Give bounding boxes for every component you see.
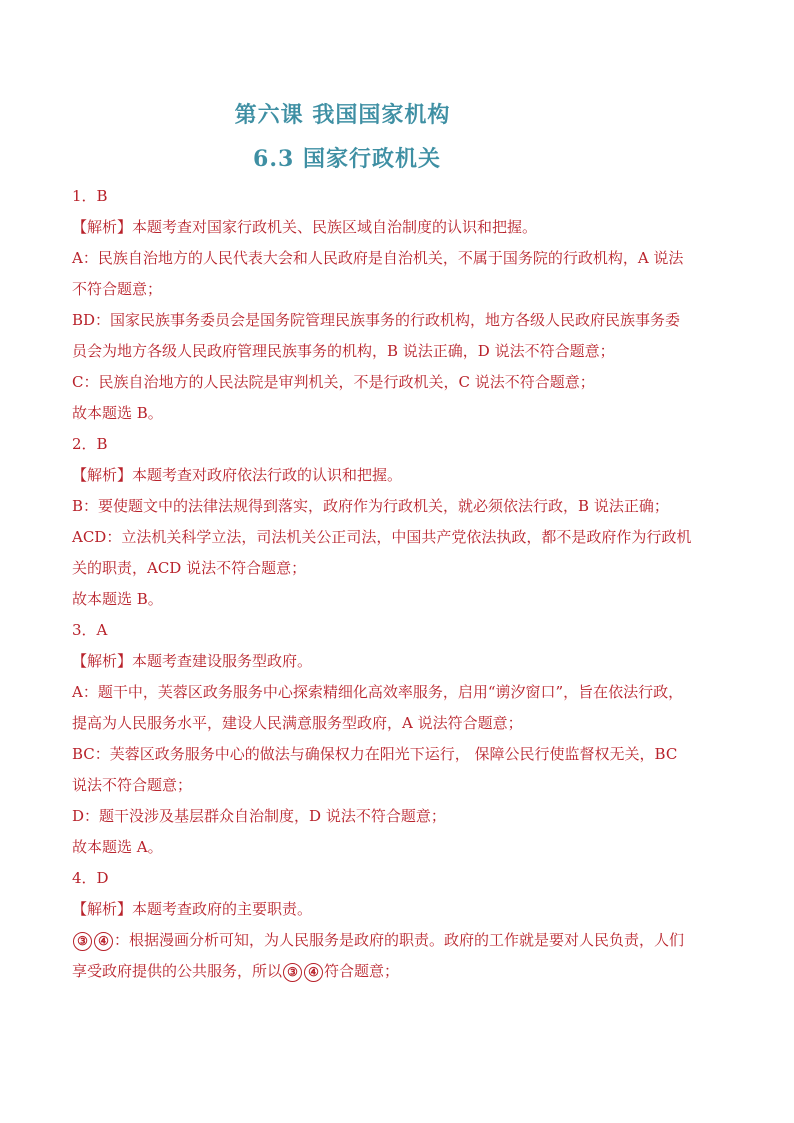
question-2-line: B：要使题文中的法律法规得到落实，政府作为行政机关，就必须依法行政，B 说法正确； [72,497,669,515]
question-4-line: 【解析】本题考查政府的主要职责。 [72,900,313,918]
question-3-line: 【解析】本题考查建设服务型政府。 [72,652,313,670]
question-4-line-text: 享受政府提供的公共服务，所以 [72,962,283,980]
question-1-line: 员会为地方各级人民政府管理民族事务的机构，B 说法正确，D 说法不符合题意； [72,342,615,360]
lesson-title: 第六课 我国国家机构 [234,102,451,128]
question-3-line: D：题干没涉及基层群众自治制度，D 说法不符合题意； [72,807,446,825]
question-2-line: 【解析】本题考查对政府依法行政的认识和把握。 [72,466,403,484]
question-4-line-text: 符合题意； [324,962,400,980]
circled-number-four: ④ [304,963,323,982]
question-2-answer: 2．B [72,435,108,453]
question-4-line [72,956,724,987]
question-1-line: 故本题选 B。 [72,404,163,422]
question-1-line: C：民族自治地方的人民法院是审判机关，不是行政机关，C 说法不符合题意； [72,373,595,391]
question-1-line: A：民族自治地方的人民代表大会和人民政府是自治机关，不属于国务院的行政机构，A 说法 [72,249,684,267]
question-3-line: A：题干中，芙蓉区政务服务中心探索精细化高效率服务，启用“谫汐窗口”，旨在依法行政， [72,683,684,701]
question-2-line: 关的职责，ACD 说法不符合题意； [72,559,307,577]
question-4-line [72,925,724,956]
circled-number-three: ③ [283,963,302,982]
question-2-line: 故本题选 B。 [72,590,163,608]
section-title: 6.3 国家行政机关 [253,146,441,172]
question-3-line: BC：芙蓉区政务服务中心的做法与确保权力在阳光下运行， 保障公民行使监督权无关，BC [72,745,678,763]
question-1-line: 【解析】本题考查对国家行政机关、民族区域自治制度的认识和把握。 [72,218,538,236]
question-4-answer: 4．D [72,869,109,887]
question-1-answer: 1．B [72,187,108,205]
question-2-line: ACD：立法机关科学立法，司法机关公正司法，中国共产党依法执政，都不是政府作为行政机 [72,528,692,546]
question-3-line: 提高为人民服务水平，建设人民满意服务型政府，A 说法符合题意； [72,714,523,732]
circled-number-three: ③ [73,932,92,951]
question-1-line: 不符合题意； [72,280,163,298]
question-3-line: 说法不符合题意； [72,776,193,794]
question-4-line-text: ：根据漫画分析可知，为人民服务是政府的职责。政府的工作就是要对人民负责，人们 [114,931,685,949]
circled-number-four: ④ [94,932,113,951]
question-3-answer: 3．A [72,621,108,639]
answer-content [72,181,724,987]
question-1-line: BD：国家民族事务委员会是国务院管理民族事务的行政机构，地方各级人民政府民族事务委 [72,311,681,329]
question-3-line: 故本题选 A。 [72,838,163,856]
